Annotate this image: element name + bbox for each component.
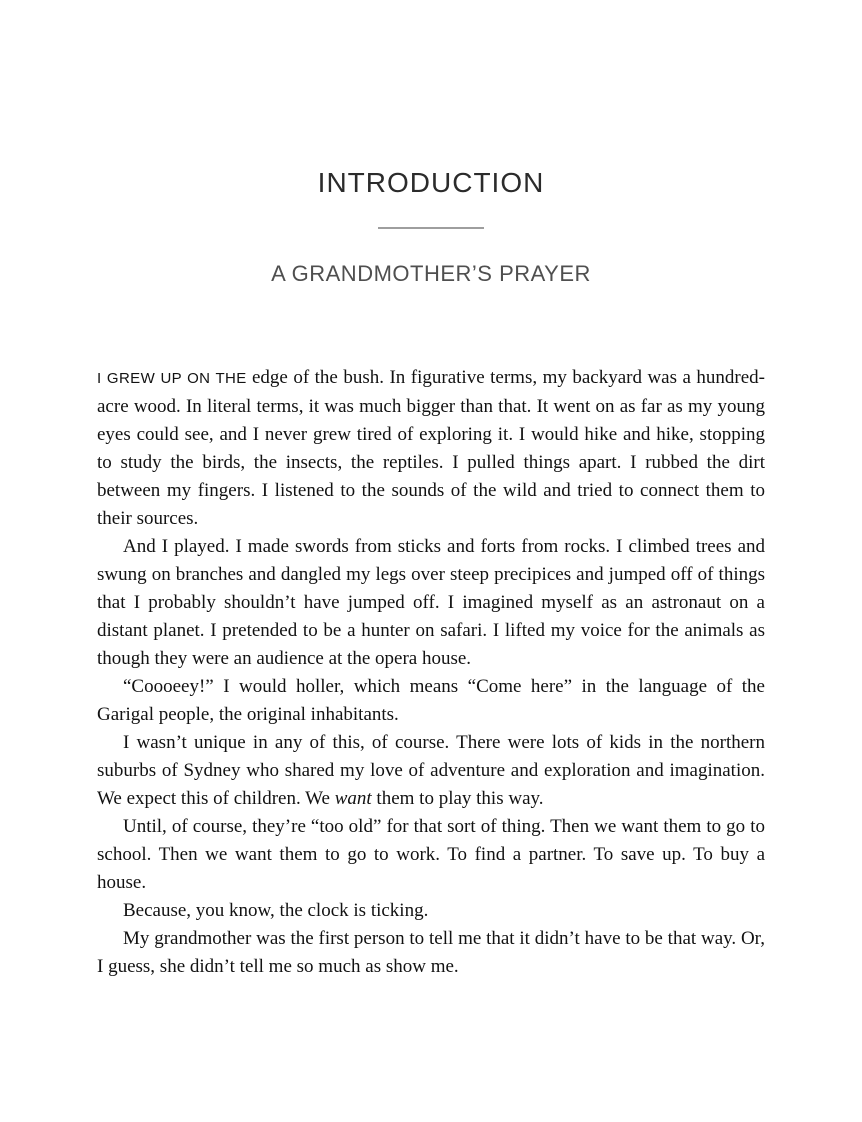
text-segment: My grandmother was the first person to tell me that it didn’t have to be that way. Or, I guess, she didn’t tell me so much as show me.: [97, 928, 765, 977]
paragraph: [97, 364, 765, 533]
body-text: [97, 364, 765, 981]
text-segment: them to play this way.: [371, 788, 544, 809]
paragraph: [97, 813, 765, 897]
paragraph: [97, 925, 765, 981]
section-divider: [378, 227, 484, 229]
leadin-text: I GREW UP ON THE: [97, 370, 252, 387]
paragraph: [97, 729, 765, 813]
text-segment: I wasn’t unique in any of this, of course. There were lots of kids in the northern suburbs of Sydney who shared my love of adventure and exploration and imagination. We expect this of children. We: [97, 732, 765, 809]
text-segment: And I played. I made swords from sticks and forts from rocks. I climbed trees and swung on branches and dangled my legs over steep precipices and jumped off of things that I probably shouldn’t have jumped off. I imagined myself as an astronaut on a distant planet. I pretended to be a hunter on safari. I lifted my voice for the animals as though they were an audience at the opera house.: [97, 536, 765, 669]
chapter-title: INTRODUCTION: [317, 167, 545, 198]
paragraph: [97, 897, 765, 925]
text-segment: edge of the bush. In figurative terms, my backyard was a hundred-acre wood. In literal terms, it was much bigger than that. It went on as far as my young eyes could see, and I never grew tired of exploring it. I would hike and hike, stopping to study the birds, the insects, the reptiles. I pulled things apart. I rubbed the dirt between my fingers. I listened to the sounds of the wild and tried to connect them to their sources.: [97, 367, 766, 529]
text-segment: want: [334, 788, 372, 809]
paragraph: [97, 673, 765, 729]
text-segment: Because, you know, the clock is ticking.: [123, 900, 429, 921]
text-segment: Until, of course, they’re “too old” for that sort of thing. Then we want them to go to school. Then we want them to go to work. To find a partner. To save up. To buy a house.: [97, 816, 765, 893]
section-title: A GRANDMOTHER’S PRAYER: [271, 261, 591, 286]
paragraph: [97, 533, 765, 673]
text-segment: “Coooeey!” I would holler, which means “Come here” in the language of the Garigal people, the original inhabitants.: [97, 676, 765, 725]
